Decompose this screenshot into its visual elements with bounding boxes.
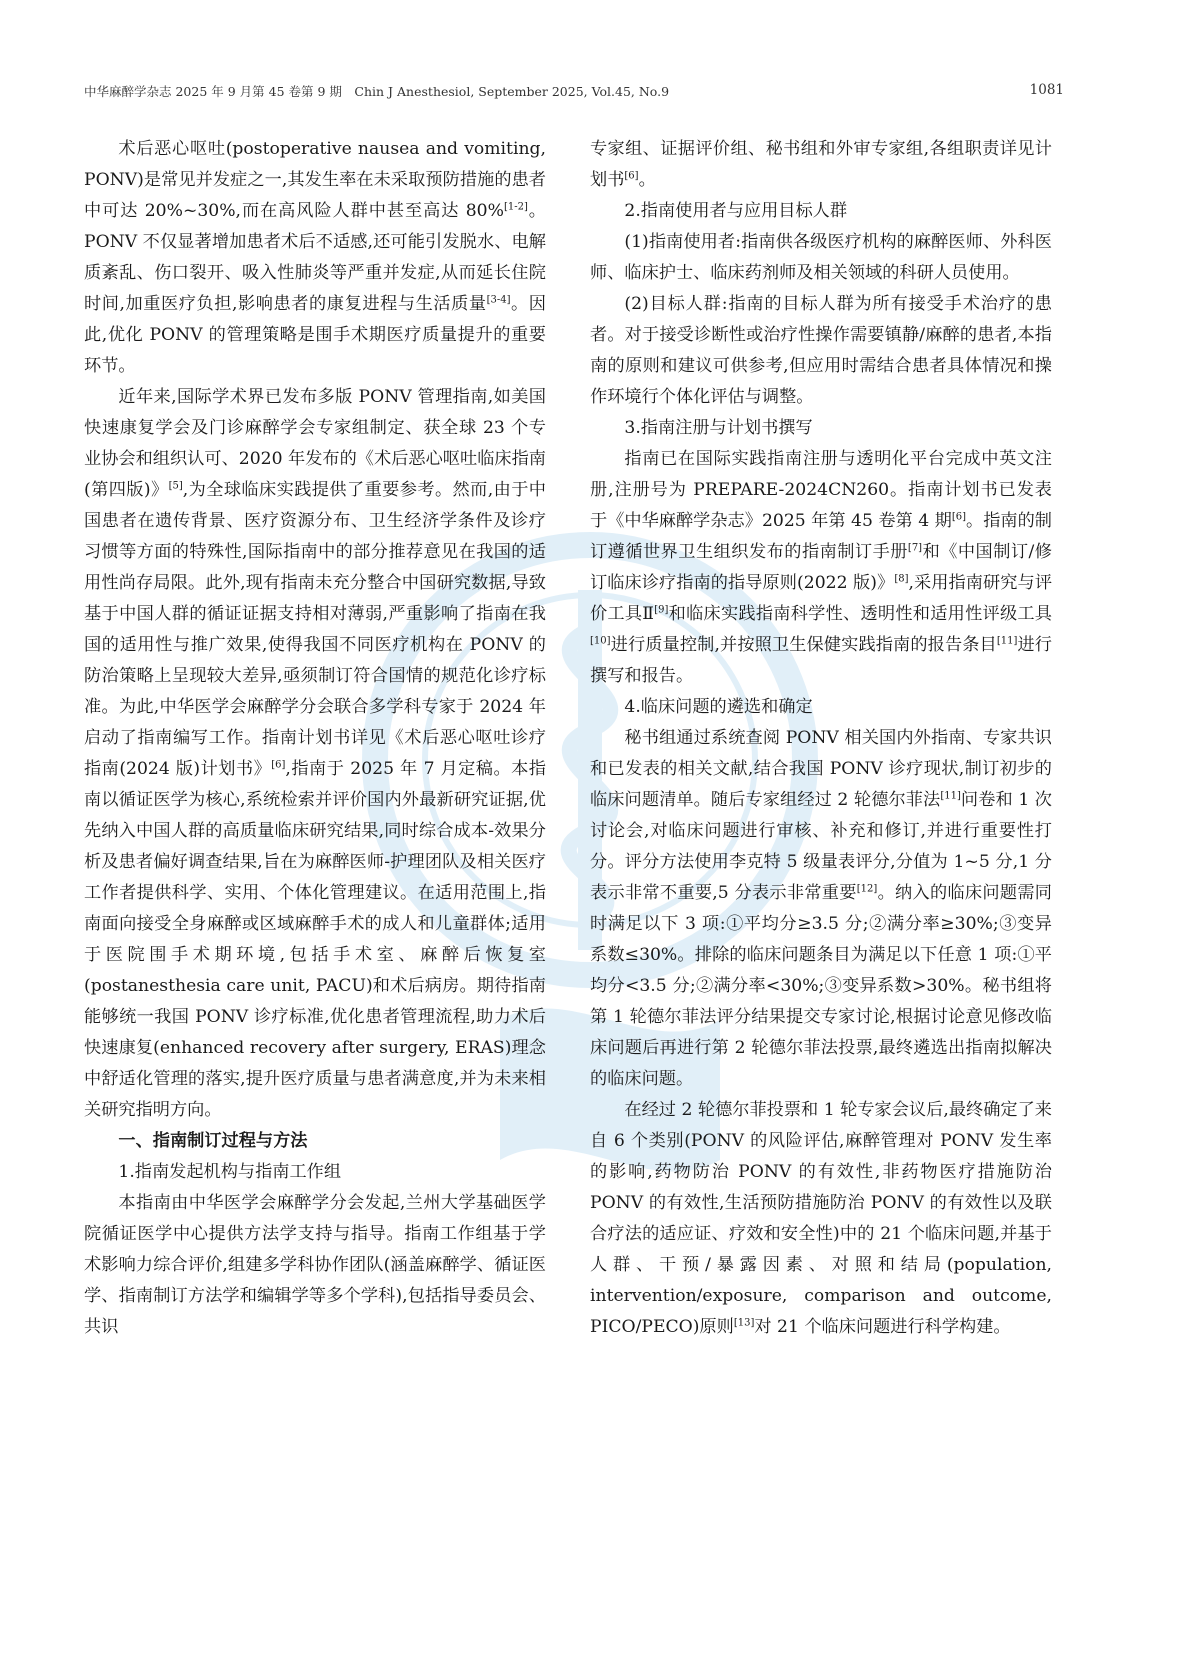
text-run: ,指南于 2025 年 7 月定稿。本指南以循证医学为核心,系统检索并评价国内外最新研究证据,优先纳入中国人群的高质量临床研究结果,同时综合成本-效果分析及患者偏好调查结果,旨在为麻醉医师-护理团队及相关医疗工作者提供科学、实用、个体化管理建议。在适用范围上,指南面向接受全身麻醉或区域麻醉手术的成人和儿童群体;适用于医院围手术期环境,包括手术室、麻醉后恢复室(postanesthesia care unit, PACU)和术后病房。期待指南能够统一我国 PONV 诊疗标准,优化患者管理流程,助力术后快速康复(enhanced recovery after surgery, ERAS)理念中舒适化管理的落实,提升医疗质量与患者满意度,并为未来相关研究指明方向。 [84,759,546,1120]
continued-paragraph [590,134,1052,196]
journal-citation: 中华麻醉学杂志 2025 年 9 月第 45 卷第 9 期 Chin J Anesthesiol, September 2025, Vol.45, No.9 [84,84,670,99]
citation-ref: [12] [856,883,878,895]
citation-ref: [8] [894,573,909,585]
text-run: 在经过 2 轮德尔菲投票和 1 轮专家会议后,最终确定了来自 6 个类别(PONV 的风险评估,麻醉管理对 PONV 发生率的影响,药物防治 PONV 的有效性,非药物医疗措施防治 PONV 的有效性,生活预防措施防治 PONV 的有效性以及联合疗法的适应证、疗效和安全性)中的 21 个临床问题,并基于人群、干预/暴露因素、对照和结局(population, intervention/exposure, comparison and outcome, PICO/PECO)原则 [590,1100,1052,1337]
citation-ref: [6] [624,170,639,182]
body-paragraph [590,1095,1052,1343]
citation-ref: [13] [733,1317,755,1329]
subsection-heading: 3.指南注册与计划书撰写 [624,418,813,438]
citation-ref: [11] [996,635,1018,647]
text-run: ,为全球临床实践提供了重要参考。然而,由于中国患者在遗传背景、医疗资源分布、卫生经济学条件及诊疗习惯等方面的特殊性,国际指南中的部分推荐意见在我国的适用性尚存局限。此外,现有指南未充分整合中国研究数据,导致基于中国人群的循证证据支持相对薄弱,严重影响了指南在我国的适用性与推广效果,使得我国不同医疗机构在 PONV 的防治策略上呈现较大差异,亟须制订符合国情的规范化诊疗标准。为此,中华医学会麻醉学分会联合多学科专家于 2024 年启动了指南编写工作。指南计划书详见《术后恶心呕吐诊疗指南(2024 版)计划书》 [84,480,546,779]
citation-ref: [7] [907,542,923,554]
citation-ref: [3-4] [486,294,511,306]
text-run: 和临床实践指南科学性、透明性和适用性评级工具 [668,604,1052,624]
citation-ref: [10] [590,635,611,647]
body-paragraph: 本指南由中华医学会麻醉学分会发起,兰州大学基础医学院循证医学中心提供方法学支持与指导。指南工作组基于学术影响力综合评价,组建多学科协作团队(涵盖麻醉学、循证医学、指南制订方法学和编辑学等多个学科),包括指导委员会、共识 [84,1193,546,1337]
text-run: 近年来,国际学术界已发布多版 PONV 管理指南,如美国快速康复学会及门诊麻醉学会专家组制定、获全球 23 个专业协会和组织认可、2020 年发布的《术后恶心呕吐临床指南(第四版)》 [84,387,546,500]
body-paragraph [590,444,1052,692]
subsection-heading: 1.指南发起机构与指南工作组 [118,1162,342,1182]
text-run: 指南已在国际实践指南注册与透明化平台完成中英文注册,注册号为 PREPARE-2024CN260。指南计划书已发表于《中华麻醉学杂志》2025 年第 45 卷第 4 期 [590,449,1052,531]
subsection-heading: 2.指南使用者与应用目标人群 [624,201,848,221]
text-run: 进行撰写和报告。 [590,635,1052,686]
text-run: 。指南的制订遵循世界卫生组织发布的指南制订手册 [590,511,1052,562]
text-run: 。PONV 不仅显著增加患者术后不适感,还可能引发脱水、电解质紊乱、伤口裂开、吸入性肺炎等严重并发症,从而延长住院时间,加重医疗负担,影响患者的康复进程与生活质量 [84,201,546,314]
subsection-heading: 4.临床问题的遴选和确定 [624,697,813,717]
citation-ref: [1-2] [503,201,528,213]
text-run: 。因此,优化 PONV 的管理策略是围手术期医疗质量提升的重要环节。 [84,294,546,376]
right-column [590,134,1052,1343]
text-run: 术后恶心呕吐(postoperative nausea and vomiting, PONV)是常见并发症之一,其发生率在未采取预防措施的患者中可达 20%~30%,而在高风险人群中甚至高达 80% [84,139,546,221]
text-run: 。 [638,170,656,190]
text-run: ,采用指南研究与评价工具Ⅱ [590,573,1053,624]
citation-ref: [5] [168,480,183,492]
text-run: 秘书组通过系统查阅 PONV 相关国内外指南、专家共识和已发表的相关文献,结合我国 PONV 诊疗现状,制订初步的临床问题清单。随后专家组经过 2 轮德尔菲法 [590,728,1052,810]
intro-paragraph-2 [84,382,546,1126]
left-column [84,134,546,1343]
citation-ref: [6] [271,759,286,771]
citation-ref: [9] [654,604,669,616]
section-heading: 一、指南制订过程与方法 [118,1131,308,1151]
citation-ref: [11] [940,790,961,802]
body-paragraph: (1)指南使用者:指南供各级医疗机构的麻醉医师、外科医师、临床护士、临床药剂师及相关领域的科研人员使用。 [590,232,1052,283]
body-paragraph [590,723,1052,1095]
text-run: 对 21 个临床问题进行科学构建。 [754,1317,1011,1337]
running-header [84,82,1064,106]
text-run: 专家组、证据评价组、秘书组和外审专家组,各组职责详见计划书 [590,139,1052,190]
text-run: 进行质量控制,并按照卫生保健实践指南的报告条目 [610,635,997,655]
text-run: 问卷和 1 次讨论会,对临床问题进行审核、补充和修订,并进行重要性打分。评分方法使用李克特 5 级量表评分,分值为 1~5 分,1 分表示非常不重要,5 分表示非常重要 [590,790,1052,903]
text-run: 。纳入的临床问题需同时满足以下 3 项:①平均分≥3.5 分;②满分率≥30%;③变异系数≤30%。排除的临床问题条目为满足以下任意 1 项:①平均分<3.5 分;②满分率<30%;③变异系数>30%。秘书组将第 1 轮德尔菲法评分结果提交专家讨论,根据讨论意见修改临床问题后再进行第 2 轮德尔菲法投票,最终遴选出指南拟解决的临床问题。 [590,883,1052,1089]
citation-ref: [6] [951,511,966,523]
body-paragraph: (2)目标人群:指南的目标人群为所有接受手术治疗的患者。对于接受诊断性或治疗性操作需要镇静/麻醉的患者,本指南的原则和建议可供参考,但应用时需结合患者具体情况和操作环境行个体化评估与调整。 [590,294,1052,407]
intro-paragraph-1 [84,134,546,382]
page-number: 1081 [1029,82,1064,98]
text-run: 和《中国制订/修订临床诊疗指南的指导原则(2022 版)》 [590,542,1052,593]
